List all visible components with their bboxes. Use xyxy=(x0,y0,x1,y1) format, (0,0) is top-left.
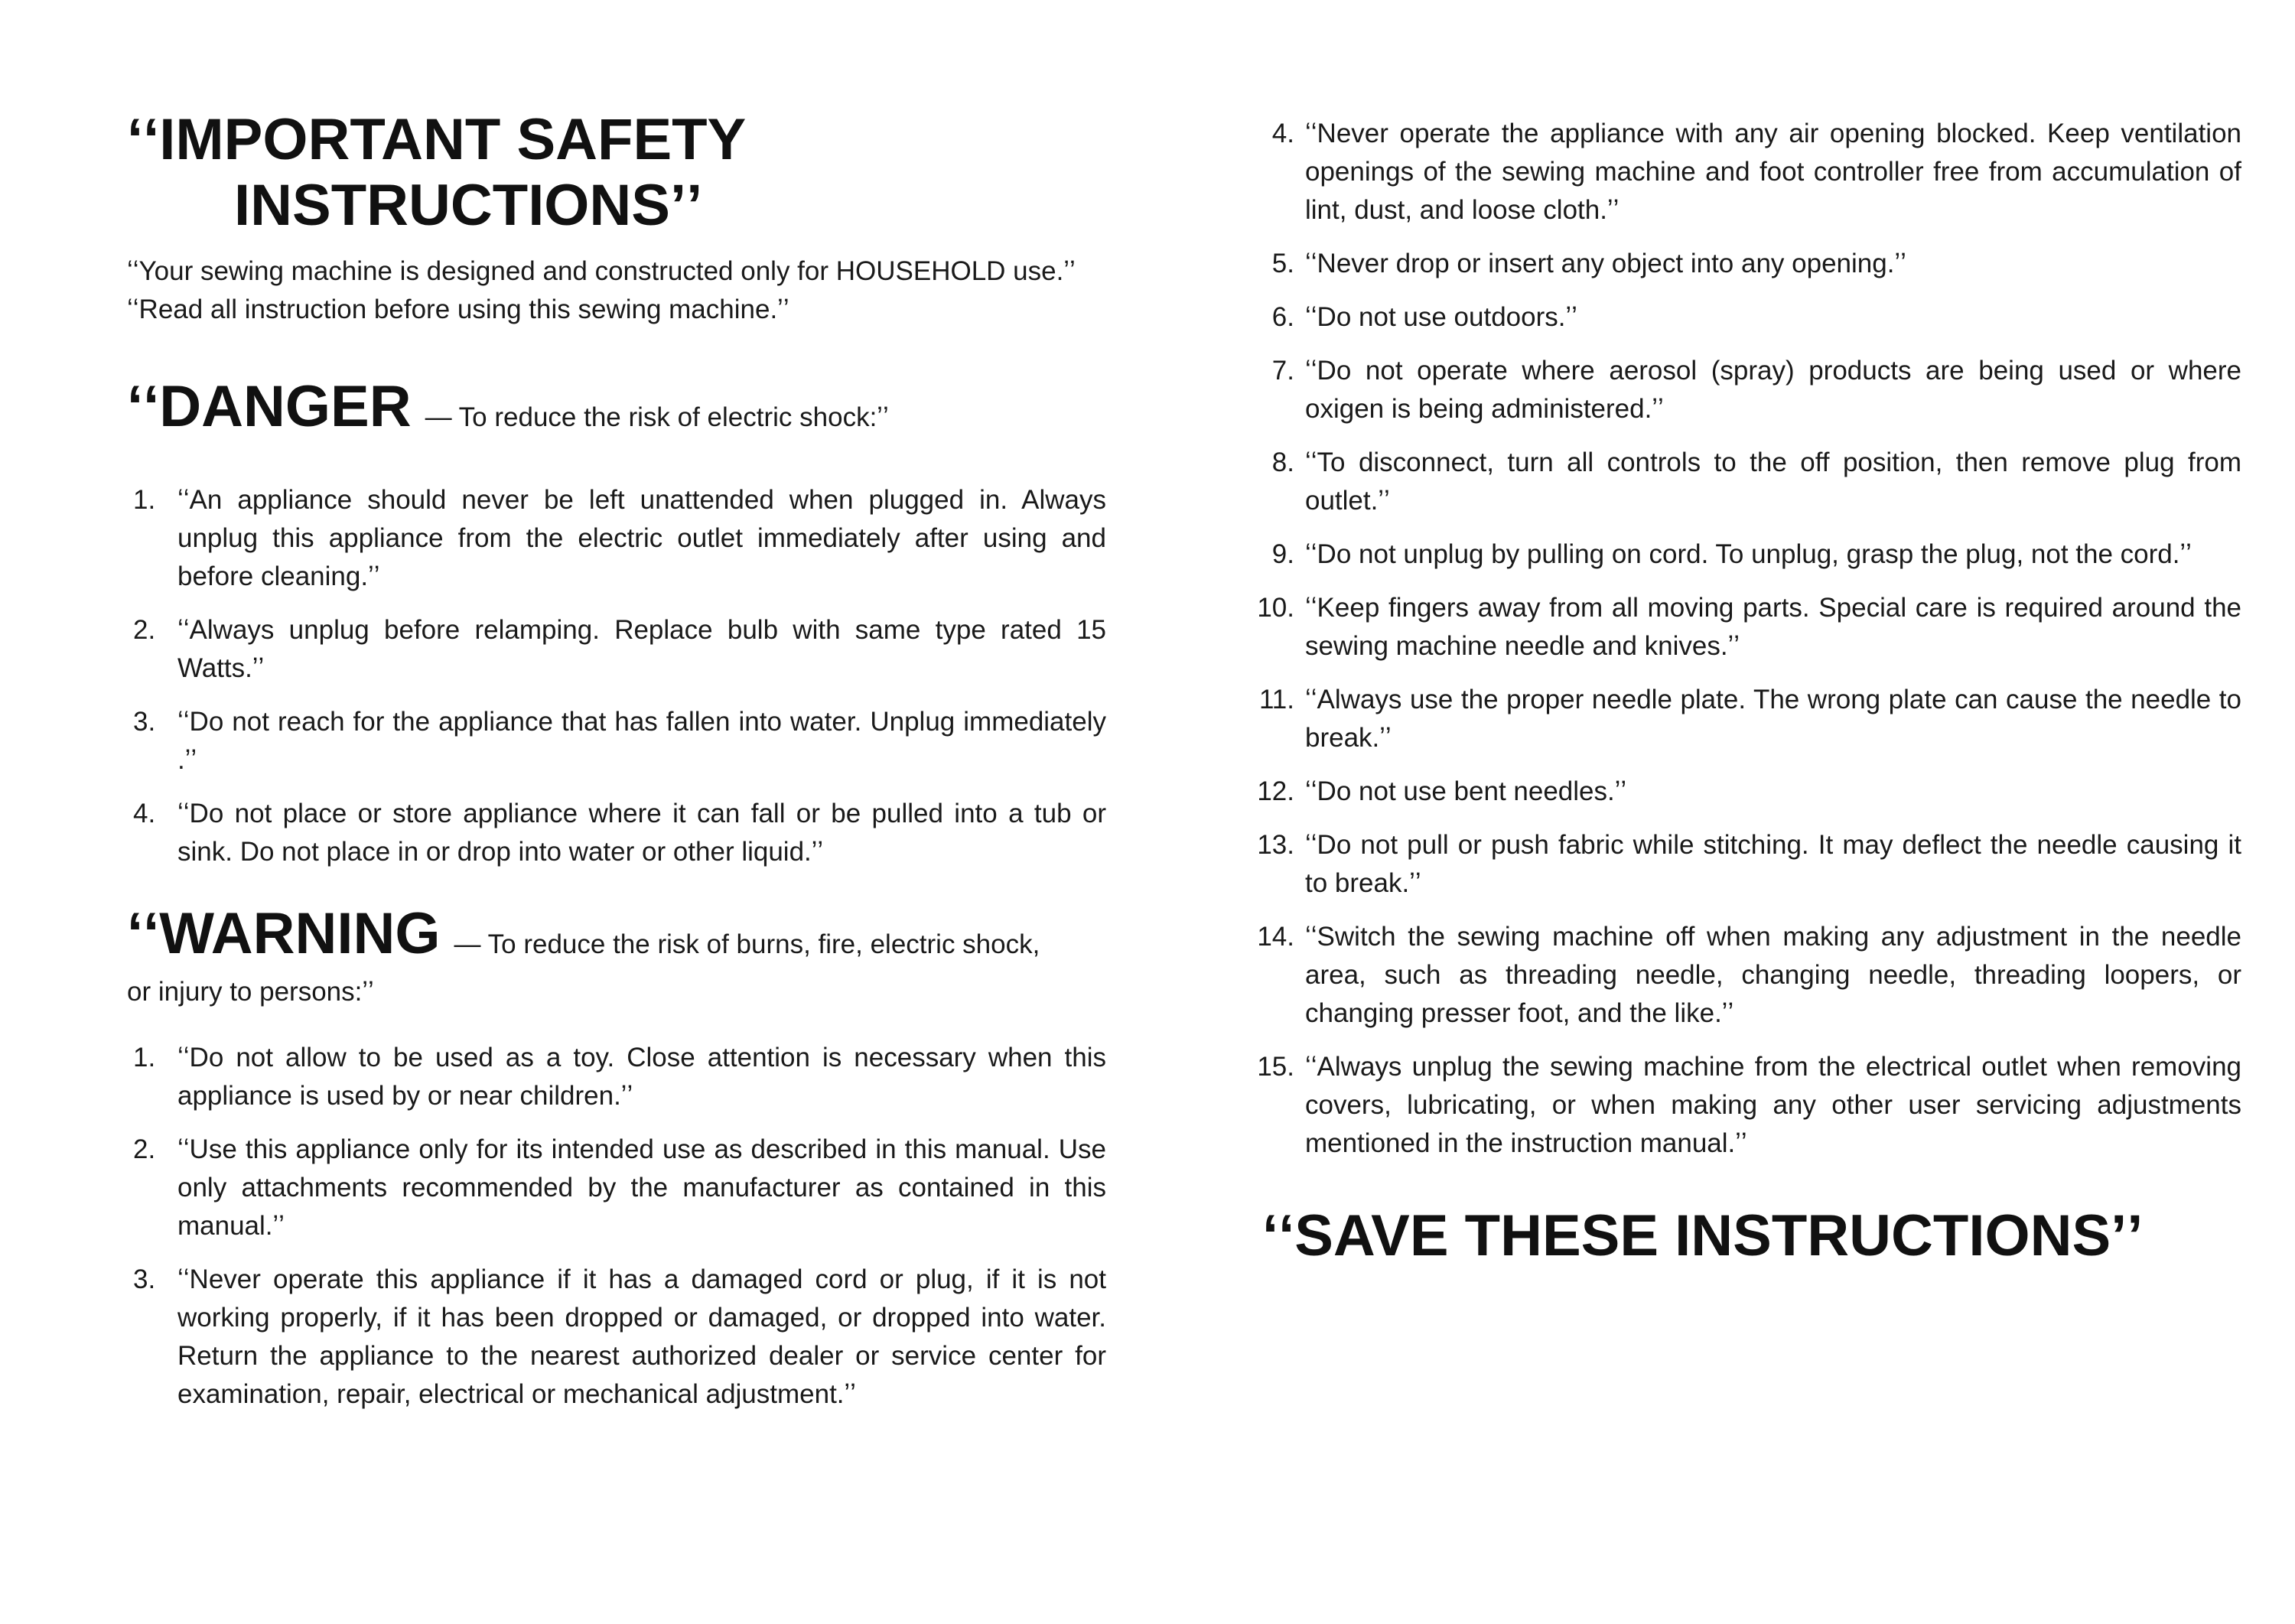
list-item xyxy=(1255,298,2241,337)
item-number: 2. xyxy=(133,1134,156,1164)
item-number: 11. xyxy=(1258,685,1294,714)
intro-household: ʻʻYour sewing machine is designed and constructed only for HOUSEHOLD use.ʼʼ xyxy=(127,256,1076,286)
continued-list xyxy=(1255,115,2241,1163)
item-text: ʻʻNever drop or insert any object into any opening.ʼʼ xyxy=(1305,249,1906,278)
item-text: ʻʻAlways unplug before relamping. Replace bulb with same type rated 15 Watts.ʼʼ xyxy=(177,615,1106,683)
danger-title: ʻʻDANGER xyxy=(127,374,412,439)
item-number: 10. xyxy=(1257,593,1294,623)
item-number: 4. xyxy=(1271,119,1294,148)
item-text: ʻʻDo not reach for the appliance that has fallen into water. Unplug immediately .ʼʼ xyxy=(177,707,1106,775)
list-item xyxy=(1255,773,2241,811)
item-number: 13. xyxy=(1257,830,1294,860)
left-column xyxy=(127,107,1106,1429)
list-item xyxy=(1255,245,2241,283)
danger-list xyxy=(127,481,1106,871)
list-item xyxy=(1255,444,2241,520)
list-item xyxy=(127,1039,1106,1115)
danger-subtitle: — To reduce the risk of electric shock:ʼʼ xyxy=(425,402,889,432)
item-text: ʻʻDo not place or store appliance where it can fall or be pulled into a tub or sink. Do not place in or drop into water or other liquid.ʼʼ xyxy=(177,799,1106,867)
item-text: ʻʻDo not use bent needles.ʼʼ xyxy=(1305,776,1627,806)
item-number: 3. xyxy=(133,707,156,737)
item-number: 8. xyxy=(1271,447,1294,477)
item-text: ʻʻNever operate the appliance with any air opening blocked. Keep ventilation openings of the sewing machine and foot controller free from accumulation of lint, dust, and loose cloth.ʼʼ xyxy=(1305,119,2241,225)
item-number: 14. xyxy=(1257,922,1294,952)
page-title xyxy=(127,107,1106,239)
item-text: ʻʻDo not allow to be used as a toy. Close attention is necessary when this appliance is used by or near children.ʼʼ xyxy=(177,1043,1106,1111)
title-line-1: ʻʻIMPORTANT SAFETY xyxy=(127,107,747,172)
list-item xyxy=(127,703,1106,779)
item-text: ʻʻDo not unplug by pulling on cord. To unplug, grasp the plug, not the cord.ʼʼ xyxy=(1305,539,2192,569)
list-item xyxy=(1255,826,2241,903)
item-number: 5. xyxy=(1271,249,1294,278)
danger-heading xyxy=(127,376,1106,454)
list-item xyxy=(1255,681,2241,757)
item-number: 12. xyxy=(1257,776,1294,806)
item-text: ʻʻSwitch the sewing machine off when making any adjustment in the needle area, such as threading needle, changing needle, threading loopers, or changing presser foot, and the like.ʼʼ xyxy=(1305,922,2241,1028)
right-column xyxy=(1255,115,2241,1269)
item-number: 9. xyxy=(1271,539,1294,569)
item-number: 6. xyxy=(1271,302,1294,332)
item-text: ʻʻNever operate this appliance if it has a damaged cord or plug, if it is not working properly, if it has been dropped or damaged, or dropped into water. Return the appliance to the nearest authorized dealer or service center for examination, repair, electrical or mechanical adjustment.ʼʼ xyxy=(177,1264,1106,1409)
list-item xyxy=(1255,918,2241,1033)
item-text: ʻʻAlways unplug the sewing machine from the electrical outlet when removing covers, lubricating, or when making any other user servicing adjustments mentioned in the instruction manual.ʼʼ xyxy=(1305,1052,2241,1158)
item-number: 7. xyxy=(1271,356,1294,386)
warning-title: ʻʻWARNING xyxy=(127,901,441,966)
item-number: 15. xyxy=(1257,1052,1294,1082)
warning-subtitle: — To reduce the risk of burns, fire, electric shock, xyxy=(454,929,1040,959)
list-item xyxy=(127,481,1106,596)
save-instructions-heading: ʻʻSAVE THESE INSTRUCTIONSʼʼ xyxy=(1262,1203,2144,1268)
intro-read: ʻʻRead all instruction before using this sewing machine.ʼʼ xyxy=(127,295,789,324)
list-item xyxy=(1255,115,2241,229)
item-text: ʻʻDo not use outdoors.ʼʼ xyxy=(1305,302,1578,332)
item-text: ʻʻAn appliance should never be left unattended when plugged in. Always unplug this appliance from the electric outlet immediately after using and before cleaning.ʼʼ xyxy=(177,485,1106,591)
item-text: ʻʻDo not operate where aerosol (spray) products are being used or where oxigen is being administered.ʼʼ xyxy=(1305,356,2241,424)
item-number: 2. xyxy=(133,615,156,645)
item-text: ʻʻUse this appliance only for its intended use as described in this manual. Use only attachments recommended by the manufacturer as contained in this manual.ʼʼ xyxy=(177,1134,1106,1241)
list-item xyxy=(1255,589,2241,666)
warning-heading xyxy=(127,901,1106,1011)
list-item xyxy=(1255,352,2241,428)
list-item xyxy=(127,1261,1106,1414)
item-number: 4. xyxy=(133,799,156,828)
item-text: ʻʻTo disconnect, turn all controls to the off position, then remove plug from outlet.ʼʼ xyxy=(1305,447,2241,516)
list-item xyxy=(127,795,1106,871)
item-number: 1. xyxy=(133,485,156,515)
list-item xyxy=(1255,1048,2241,1163)
list-item xyxy=(127,1131,1106,1245)
item-text: ʻʻAlways use the proper needle plate. The wrong plate can cause the needle to break.ʼʼ xyxy=(1305,685,2241,753)
item-number: 3. xyxy=(133,1264,156,1294)
title-line-2: INSTRUCTIONSʼʼ xyxy=(234,173,703,238)
intro-text xyxy=(127,252,1106,329)
list-item xyxy=(127,611,1106,688)
warning-list xyxy=(127,1039,1106,1414)
item-text: ʻʻDo not pull or push fabric while stitching. It may deflect the needle causing it to break.ʼʼ xyxy=(1305,830,2241,898)
item-text: ʻʻKeep fingers away from all moving parts. Special care is required around the sewing machine needle and knives.ʼʼ xyxy=(1305,593,2241,661)
warning-subtitle-cont: or injury to persons:ʼʼ xyxy=(127,977,374,1007)
list-item xyxy=(1255,535,2241,574)
item-number: 1. xyxy=(133,1043,156,1072)
